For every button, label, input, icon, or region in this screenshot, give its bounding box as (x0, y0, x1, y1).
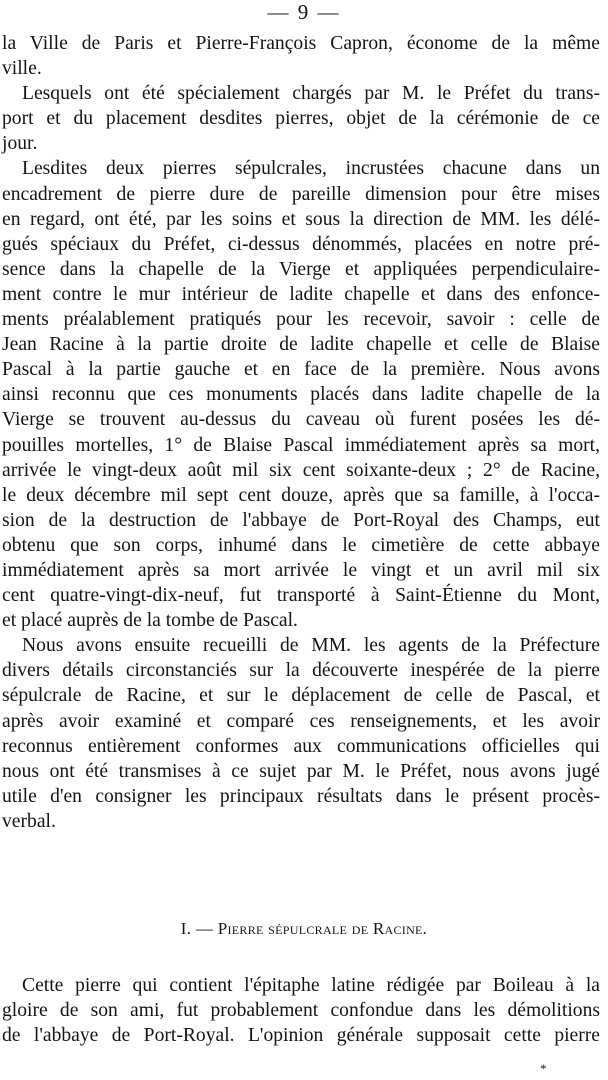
text-line: et placé auprès de la tombe de Pascal. (2, 610, 298, 632)
signature-mark: * (540, 1061, 547, 1076)
text-line: verbal. (2, 810, 56, 832)
text-line: cent quatre-vingt-dix-neuf, fut transporté à Saint-Étienne du Mont, (2, 585, 600, 607)
text-line: Nous avons ensuite recueilli de MM. les agents de la Préfecture (22, 635, 600, 657)
paragraph (2, 156, 600, 633)
text-line: la Ville de Paris et Pierre-François Capron, économe de la même (2, 33, 600, 54)
paragraph (2, 973, 600, 1048)
text-line: ments préalablement pratiqués pour les recevoir, savoir : celle de (2, 309, 600, 331)
text-line: reconnus entièrement conformes aux communications officielles qui (2, 735, 600, 757)
text-line: Lesdites deux pierres sépulcrales, incrustées chacune dans un (22, 158, 600, 180)
text-line: jour. (2, 133, 38, 155)
text-line: nous ont été transmises à ce sujet par M. le Préfet, nous avons jugé (2, 760, 600, 782)
text-line: en regard, ont été, par les soins et sous la direction de MM. les délé- (2, 208, 600, 230)
paragraph (2, 31, 600, 81)
text-line: Jean Racine à la partie droite de ladite chapelle et celle de Blaise (2, 334, 600, 356)
text-line: ment contre le mur intérieur de ladite chapelle et dans des enfonce- (2, 283, 600, 305)
text-line: Pascal à la partie gauche et en face de la première. Nous avons (2, 359, 600, 381)
text-line: de l'abbaye de Port-Royal. L'opinion générale supposait cette pierre (2, 1025, 600, 1047)
paragraph (2, 633, 600, 834)
text-line: Lesquels ont été spécialement chargés par M. le Préfet du trans- (22, 83, 600, 105)
text-line: sence dans la chapelle de la Vierge et appliquées perpendiculaire- (2, 258, 600, 280)
section-body-text (2, 973, 600, 1048)
text-line: sépulcrale de Racine, et sur le déplacement de celle de Pascal, et (2, 685, 600, 707)
text-line: immédiatement après sa mort arrivée le vingt et un avril mil six (2, 559, 600, 581)
text-line: ainsi reconnu que ces monuments placés dans ladite chapelle de la (2, 384, 600, 406)
text-line: Cette pierre qui contient l'épitaphe latine rédigée par Boileau à la (22, 975, 600, 996)
section-title: Pierre sépulcrale de Racine. (217, 919, 428, 938)
page-number: — 9 — (267, 0, 341, 24)
text-line: obtenu que son corps, inhumé dans le cimetière de cette abbaye (2, 534, 600, 556)
text-line: port et du placement desdites pierres, objet de la cérémonie de ce (2, 108, 600, 130)
text-line: Vierge se trouvent au-dessus du caveau où furent posées les dé- (2, 409, 600, 431)
paragraph (2, 81, 600, 156)
text-line: divers détails circonstanciés sur la découverte inespérée de la pierre (2, 660, 600, 682)
text-line: arrivée le vingt-deux août mil six cent soixante-deux ; 2° de Racine, (2, 459, 600, 481)
text-line: ville. (2, 58, 42, 80)
text-line: pouilles mortelles, 1° de Blaise Pascal immédiatement après sa mort, (2, 434, 600, 456)
text-line: utile d'en consigner les principaux résultats dans le présent procès- (2, 785, 600, 807)
text-line: encadrement de pierre dure de pareille dimension pour être mises (2, 183, 600, 205)
section-heading (0, 917, 608, 941)
text-line: gués spéciaux du Préfet, ci-dessus dénommés, placées en notre pré- (2, 233, 600, 255)
body-text (2, 31, 600, 834)
text-line: gloire de son ami, fut probablement confondue dans les démolitions (2, 1000, 600, 1022)
text-line: après avoir examiné et comparé ces renseignements, et les avoir (2, 710, 600, 732)
text-line: le deux décembre mil sept cent douze, après que sa famille, à l'occa- (2, 484, 600, 506)
section-number: I. — (180, 919, 214, 938)
text-line: sion de la destruction de l'abbaye de Port-Royal des Champs, eut (2, 509, 600, 531)
